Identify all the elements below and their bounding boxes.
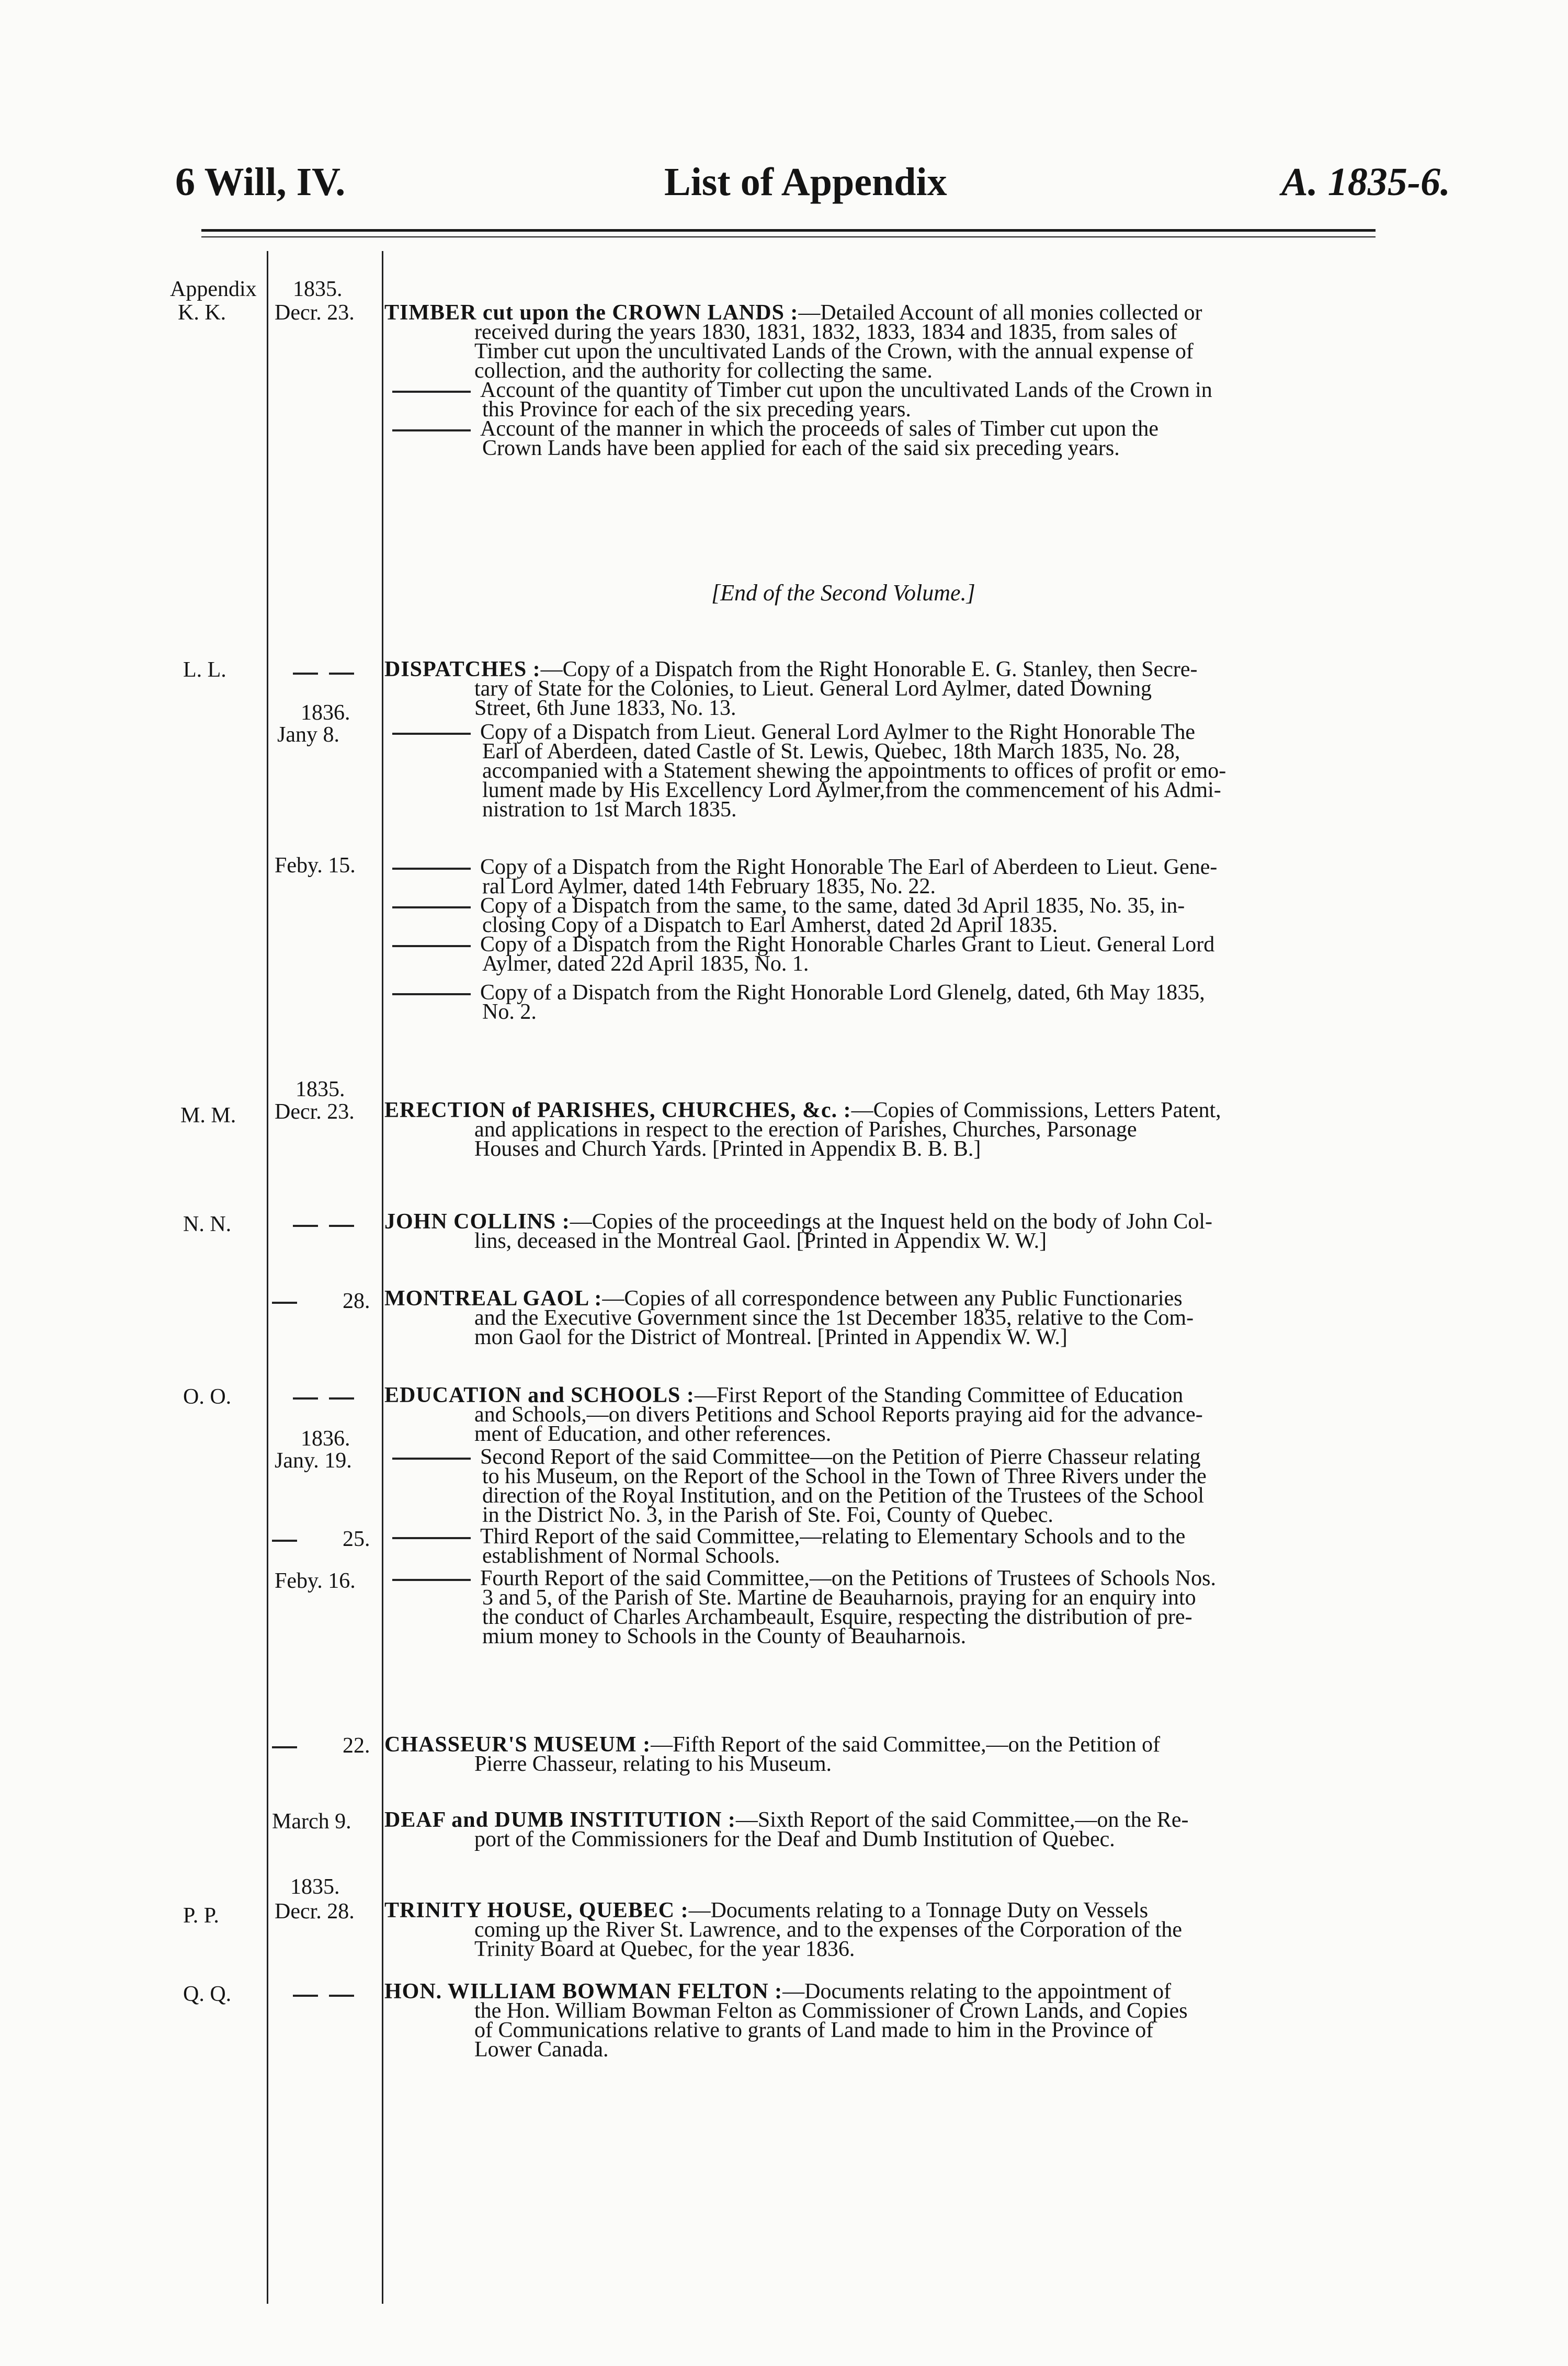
- entry-deaf-dumb-institution: DEAF and DUMB INSTITUTION :—Sixth Report of the said Committee,—on the Re- port of the Commissioners for the Deaf and Dumb Institution of Quebec.: [384, 1808, 1189, 1851]
- date-day: 22.: [343, 1734, 370, 1758]
- date-day: Feby. 16.: [275, 1569, 356, 1593]
- entry-title: TRINITY HOUSE, QUEBEC :: [384, 1898, 689, 1923]
- appendix-label-ll: L. L.: [183, 658, 226, 682]
- entry-title: HON. WILLIAM BOWMAN FELTON :: [384, 1980, 783, 2004]
- date-day: Decr. 28.: [275, 1899, 355, 1924]
- sub-entry: Fourth Report of the said Committee,—on the Petitions of Trustees of Schools Nos. 3 and 5, of the Parish of Ste. Martine de Beauharnois, praying for an enquiry into the conduct of Charles Archambeault, Esquire, respecting the distribution of pre- mium money to Schools in the County of Beauharnois.: [392, 1569, 1362, 1646]
- appendix-label-mm: M. M.: [180, 1104, 236, 1128]
- date-year: 1836.: [301, 701, 350, 725]
- appendix-label-qq: Q. Q.: [183, 1982, 232, 2006]
- sub-entry: Copy of a Dispatch from the Right Honorable Lord Glenelg, dated, 6th May 1835, No. 2.: [392, 983, 1362, 1022]
- date-year: 1835.: [296, 1077, 345, 1101]
- ditto-dash: [392, 1579, 471, 1581]
- entry-title: DEAF and DUMB INSTITUTION :: [384, 1808, 736, 1832]
- date-year: 1836.: [301, 1427, 350, 1451]
- year-header: A. 1835-6.: [1281, 160, 1450, 204]
- entry-education: EDUCATION and SCHOOLS :—First Report of the Standing Committee of Education and Schools,—on divers Petitions and School Reports praying aid for the advance- ment of Education, and other references.: [384, 1383, 1203, 1446]
- sub-entry: Account of the manner in which the proceeds of sales of Timber cut upon the Crown Lands have been applied for each of the said six preceding years.: [392, 419, 1362, 458]
- column-rule-right-lower: [382, 651, 383, 2304]
- date-year: 1835.: [293, 277, 343, 301]
- appendix-column-title: Appendix: [170, 277, 257, 301]
- entry-title: EDUCATION and SCHOOLS :: [384, 1383, 695, 1407]
- entry-title: TIMBER cut upon the CROWN LANDS :: [384, 301, 799, 325]
- sub-entry: Account of the quantity of Timber cut upon the uncultivated Lands of the Crown in this Province for each of the six preceding years.: [392, 381, 1362, 419]
- ditto-dash: [392, 733, 471, 735]
- date-ditto: [272, 1734, 297, 1758]
- date-day: Jany 8.: [277, 723, 339, 747]
- header-rule-thin: [201, 236, 1376, 237]
- appendix-label-pp: P. P.: [183, 1904, 219, 1928]
- date-day: Decr. 23.: [275, 1100, 355, 1124]
- date-ditto: [293, 1982, 354, 2006]
- ditto-dash: [392, 391, 471, 393]
- ditto-dash: [392, 945, 471, 947]
- entry-title: MONTREAL GAOL :: [384, 1287, 603, 1311]
- ditto-dash: [392, 1537, 471, 1539]
- entry-chasseur-museum: CHASSEUR'S MUSEUM :—Fifth Report of the said Committee,—on the Petition of Pierre Chasseur, relating to his Museum.: [384, 1733, 1161, 1776]
- date-day: Jany. 19.: [275, 1449, 352, 1473]
- appendix-label-nn: N. N.: [183, 1212, 232, 1236]
- end-of-volume-note: [End of the Second Volume.]: [711, 580, 975, 606]
- page-title: List of Appendix: [664, 160, 947, 204]
- date-ditto: [293, 1212, 354, 1236]
- date-ditto: [293, 1385, 354, 1409]
- entry-title: ERECTION of PARISHES, CHURCHES, &c. :: [384, 1098, 851, 1122]
- entry-william-bowman-felton: HON. WILLIAM BOWMAN FELTON :—Documents relating to the appointment of the Hon. William Bowman Felton as Commissioner of Crown Lands, and Copies of Communications relative to grants of Land made to him in the Province of Lower Canada.: [384, 1980, 1188, 2062]
- sub-entry: Third Report of the said Committee,—relating to Elementary Schools and to the establishment of Normal Schools.: [392, 1527, 1362, 1566]
- ditto-dash: [392, 993, 471, 995]
- date-day: 28.: [343, 1289, 370, 1313]
- entry-title: JOHN COLLINS :: [384, 1210, 570, 1234]
- date-ditto: [272, 1289, 297, 1313]
- entry-dispatches: DISPATCHES :—Copy of a Dispatch from the Right Honorable E. G. Stanley, then Secre- tary of State for the Colonies, to Lieut. General Lord Aylmer, dated Downing Street, 6th June 1833, No. 13.: [384, 657, 1198, 720]
- entry-parishes: ERECTION of PARISHES, CHURCHES, &c. :—Copies of Commissions, Letters Patent, and applications in respect to the erection of Parishes, Churches, Parsonage Houses and Church Yards. [Printed in Appendix B. B. B.]: [384, 1098, 1221, 1161]
- date-day: Feby. 15.: [275, 854, 356, 878]
- date-day: March 9.: [272, 1810, 351, 1834]
- sub-entry: Copy of a Dispatch from the same, to the same, dated 3d April 1835, No. 35, in- closing Copy of a Dispatch to Earl Amherst, dated 2d April 1835.: [392, 896, 1362, 935]
- appendix-label-kk: K. K.: [178, 301, 226, 325]
- entry-title: CHASSEUR'S MUSEUM :: [384, 1733, 651, 1757]
- session-header: 6 Will, IV.: [175, 160, 346, 204]
- sub-entry: Copy of a Dispatch from the Right Honorable Charles Grant to Lieut. General Lord Aylmer, dated 22d April 1835, No. 1.: [392, 935, 1362, 974]
- header-rule-thick: [201, 229, 1376, 232]
- column-rule-left-lower: [267, 651, 268, 2304]
- entry-john-collins: JOHN COLLINS :—Copies of the proceedings at the Inquest held on the body of John Col- lins, deceased in the Montreal Gaol. [Printed in Appendix W. W.]: [384, 1210, 1212, 1253]
- ditto-dash: [392, 868, 471, 870]
- ditto-dash: [392, 1458, 471, 1460]
- date-year: 1835.: [290, 1875, 340, 1899]
- entry-timber: TIMBER cut upon the CROWN LANDS :—Detailed Account of all monies collected or received during the years 1830, 1831, 1832, 1833, 1834 and 1835, from sales of Timber cut upon the uncultivated Lands of the Crown, with the annual expense of collection, and the authority for collecting the same.: [384, 301, 1202, 383]
- entry-title: DISPATCHES :: [384, 657, 541, 681]
- entry-montreal-gaol: MONTREAL GAOL :—Copies of all correspondence between any Public Functionaries and the Executive Government since the 1st December 1835, relative to the Com- mon Gaol for the District of Montreal. [Printed in Appendix W. W.]: [384, 1287, 1194, 1349]
- entry-trinity-house: TRINITY HOUSE, QUEBEC :—Documents relating to a Tonnage Duty on Vessels coming up the River St. Lawrence, and to the expenses of the Corporation of the Trinity Board at Quebec, for the year 1836.: [384, 1898, 1182, 1961]
- sub-entry: Copy of a Dispatch from Lieut. General Lord Aylmer to the Right Honorable The Earl of Aberdeen, dated Castle of St. Lewis, Quebec, 18th March 1835, No. 28, accompanied with a Statement shewing the appointments to offices of profit or emo- lument made by His Excellency Lord Aylmer,from the commencement of his Admi- nistration to 1st March 1835.: [392, 723, 1362, 820]
- date-day: Decr. 23.: [275, 301, 355, 325]
- ditto-dash: [392, 429, 471, 431]
- ditto-dash: [392, 906, 471, 908]
- date-day: 25.: [343, 1527, 370, 1551]
- sub-entry: Second Report of the said Committee—on the Petition of Pierre Chasseur relating to his Museum, on the Report of the School in the Town of Three Rivers under the direction of the Royal Institution, and on the Petition of the Trustees of the School in the District No. 3, in the Parish of Ste. Foi, County of Quebec.: [392, 1448, 1362, 1525]
- date-ditto: [293, 660, 354, 684]
- sub-entry: Copy of a Dispatch from the Right Honorable The Earl of Aberdeen to Lieut. Gene- ral Lord Aylmer, dated 14th February 1835, No. 22.: [392, 858, 1362, 896]
- date-ditto: [272, 1527, 297, 1551]
- appendix-label-oo: O. O.: [183, 1385, 232, 1409]
